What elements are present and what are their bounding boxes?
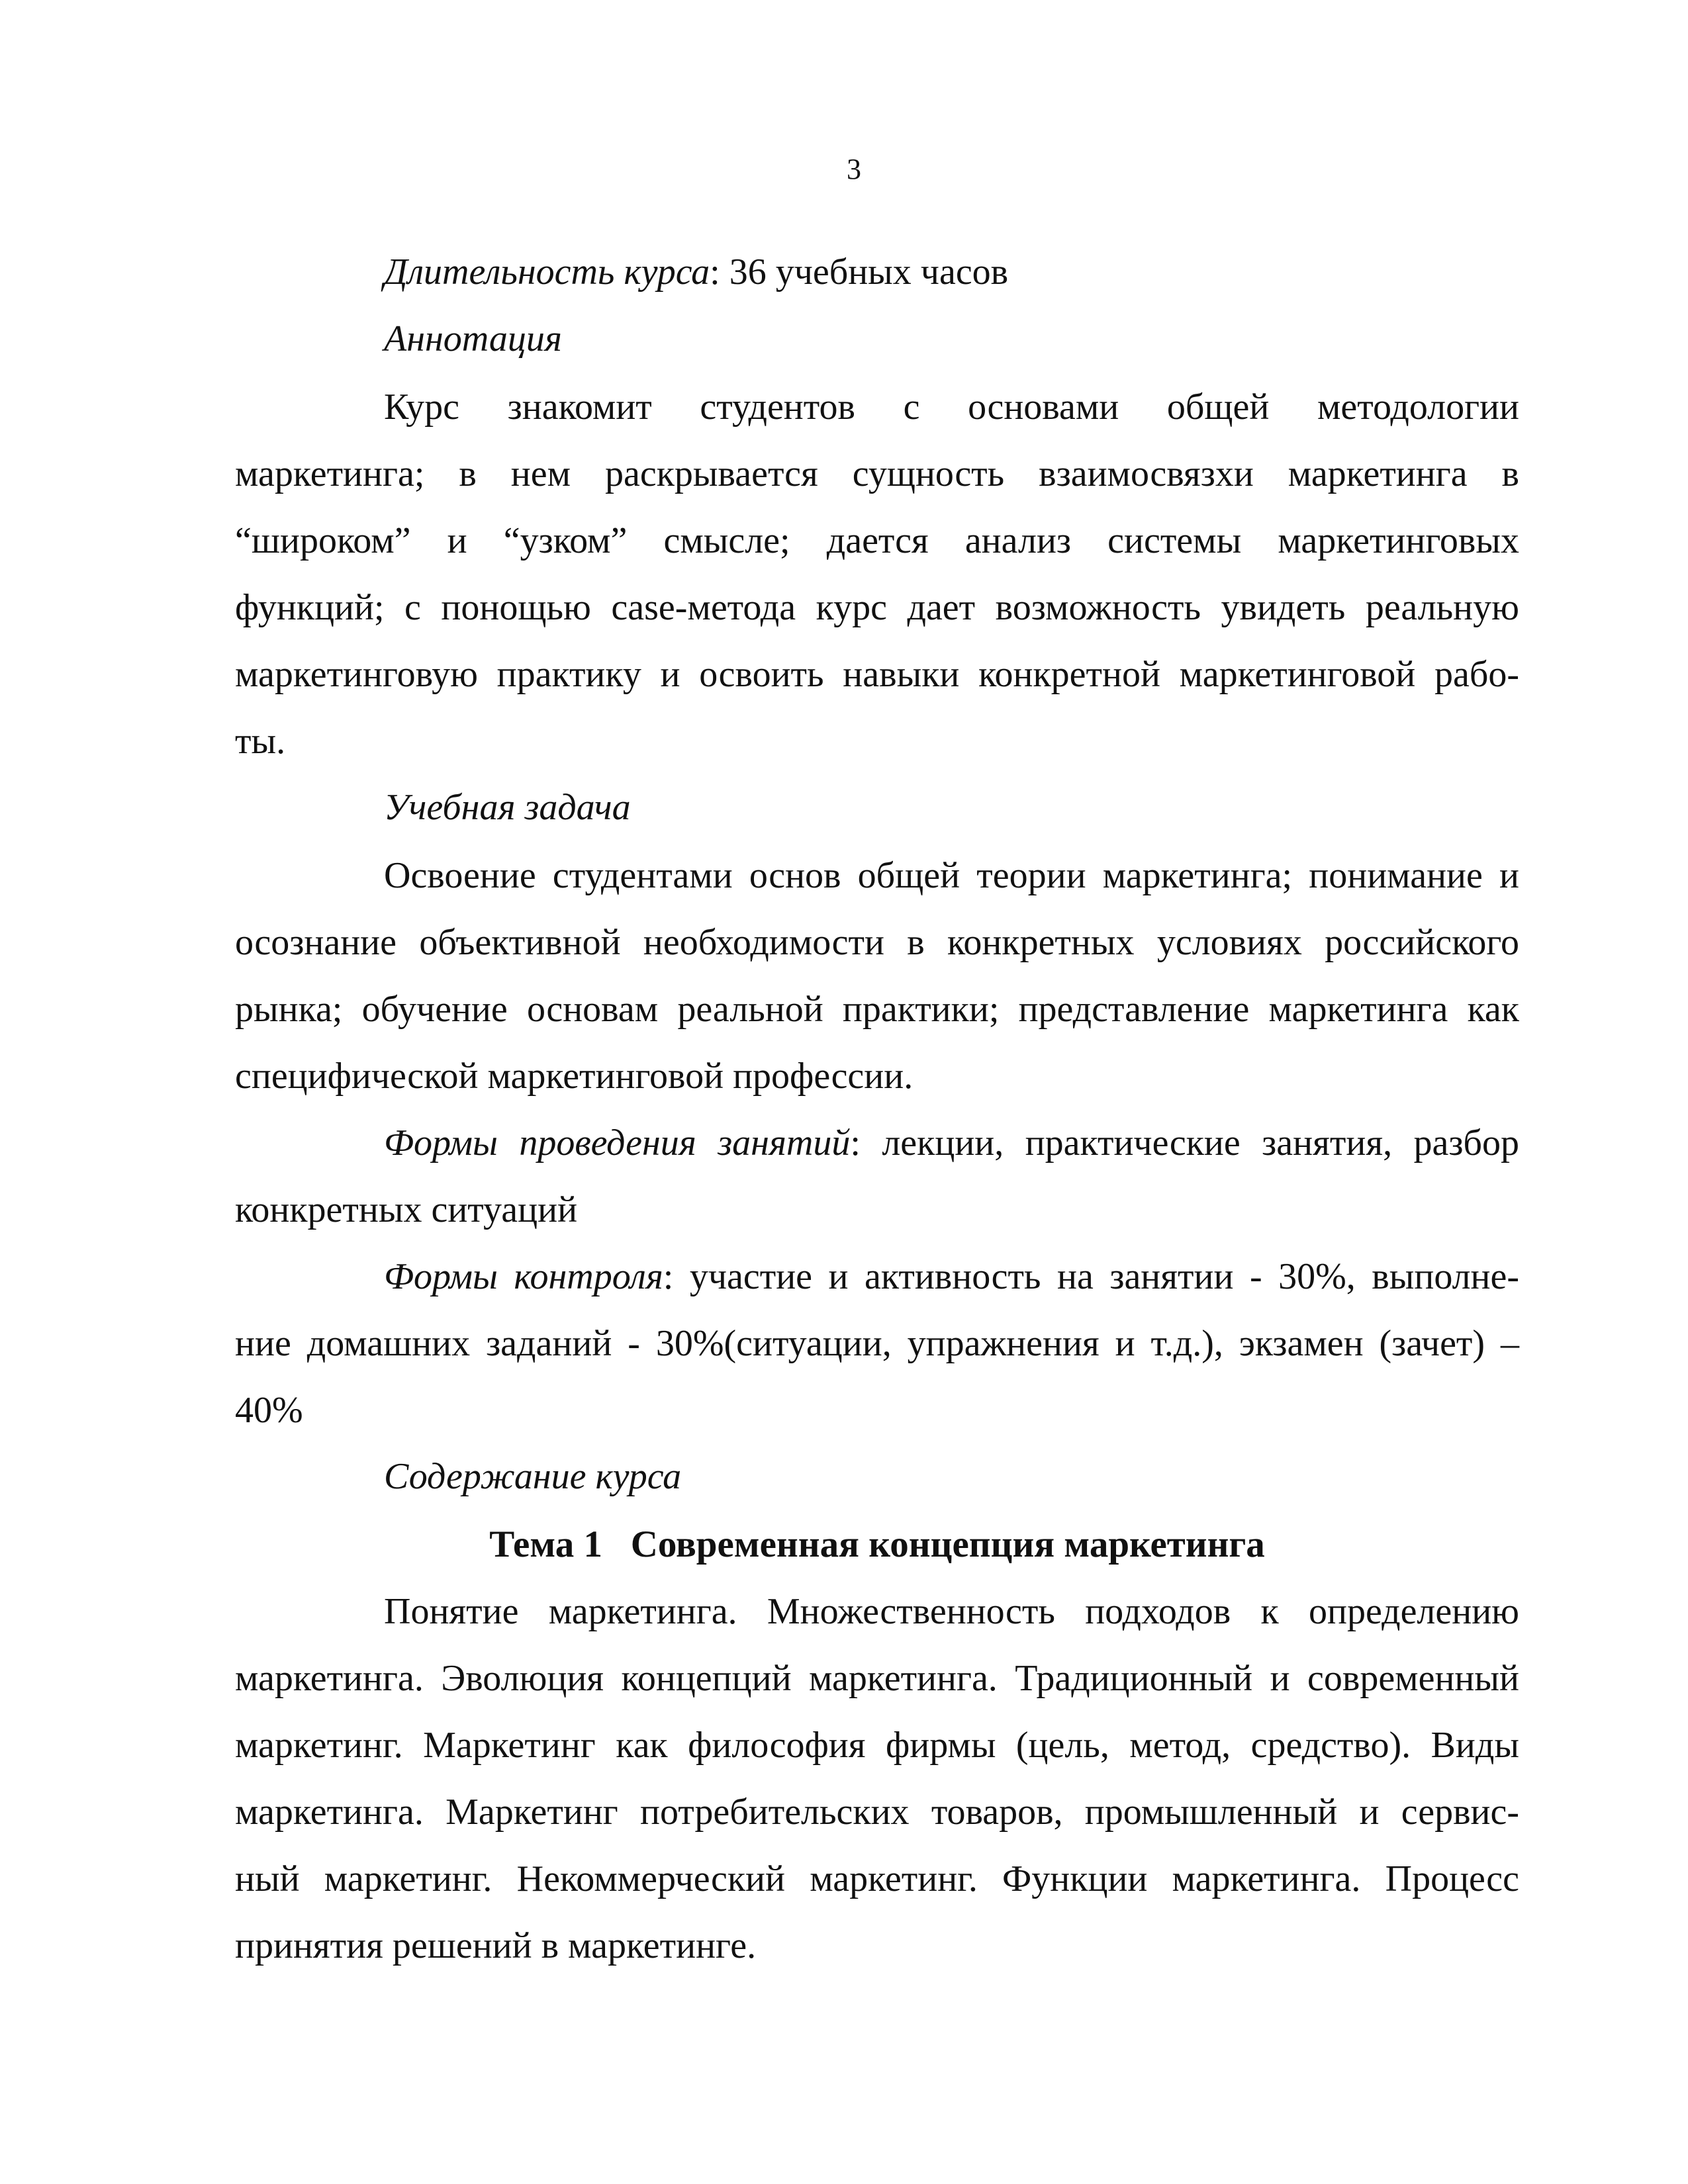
topic-1-line: Понятие маркетинга. Множественность подходов к определению: [384, 1591, 1519, 1632]
topic-1-line: маркетинга. Маркетинг потребительских товаров, промышленный и сервис-: [235, 1792, 1519, 1833]
topic-1-line: ный маркетинг. Некоммерческий маркетинг. Функции маркетинга. Процесс: [235, 1858, 1519, 1899]
page-number: 3: [847, 153, 861, 185]
course-duration: [384, 253, 1519, 291]
annotation-line: маркетинговую практику и освоить навыки конкретной маркетинговой рабо-: [235, 654, 1519, 695]
learning-task-line: осознание объективной необходимости в конкретных условиях российского: [235, 922, 1519, 963]
learning-task-line: Освоение студентами основ общей теории маркетинга; понимание и: [384, 855, 1519, 896]
class-forms-text: : лекции, практические занятия, разбор: [850, 1122, 1519, 1163]
learning-task-line: специфической маркетинговой профессии.: [235, 1056, 914, 1097]
annotation-line: функций; с понощью case-метода курс дает возможность увидеть реальную: [235, 587, 1519, 628]
duration-label: Длительность курса: [384, 251, 710, 293]
topic-1-title: Тема 1 Современная концепция маркетинга: [489, 1524, 1265, 1565]
annotation-line: маркетинга; в нем раскрывается сущность взаимосвязхи маркетинга в: [235, 453, 1519, 494]
course-content-heading: Содержание курса: [384, 1456, 682, 1497]
learning-task-heading: Учебная задача: [384, 787, 631, 828]
annotation-heading: Аннотация: [384, 318, 562, 359]
learning-task-line: рынка; обучение основам реальной практики; представление маркетинга как: [235, 989, 1519, 1030]
class-forms-label: Формы проведения занятий: [384, 1122, 851, 1163]
control-forms-line: ние домашних заданий - 30%(ситуации, упражнения и т.д.), экзамен (зачет) –: [235, 1323, 1519, 1364]
control-forms-line: 40%: [235, 1390, 303, 1431]
topic-1-line: принятия решений в маркетинге.: [235, 1925, 757, 1966]
annotation-line: Курс знакомит студентов с основами общей методологии: [384, 387, 1519, 428]
annotation-line: “широком” и “узком” смысле; дается анализ системы маркетинговых: [235, 520, 1519, 561]
topic-1-line: маркетинг. Маркетинг как философия фирмы (цель, метод, средство). Виды: [235, 1725, 1519, 1766]
class-forms-line: [384, 1124, 1519, 1161]
duration-value: : 36 учебных часов: [710, 251, 1009, 293]
annotation-line: ты.: [235, 721, 286, 762]
topic-1-line: маркетинга. Эволюция концепций маркетинга. Традиционный и современный: [235, 1658, 1519, 1699]
control-forms-line: [384, 1258, 1519, 1295]
class-forms-line: конкретных ситуаций: [235, 1189, 578, 1230]
control-forms-label: Формы контроля: [384, 1256, 663, 1297]
control-forms-text: : участие и активность на занятии - 30%, выполне-: [663, 1256, 1520, 1297]
